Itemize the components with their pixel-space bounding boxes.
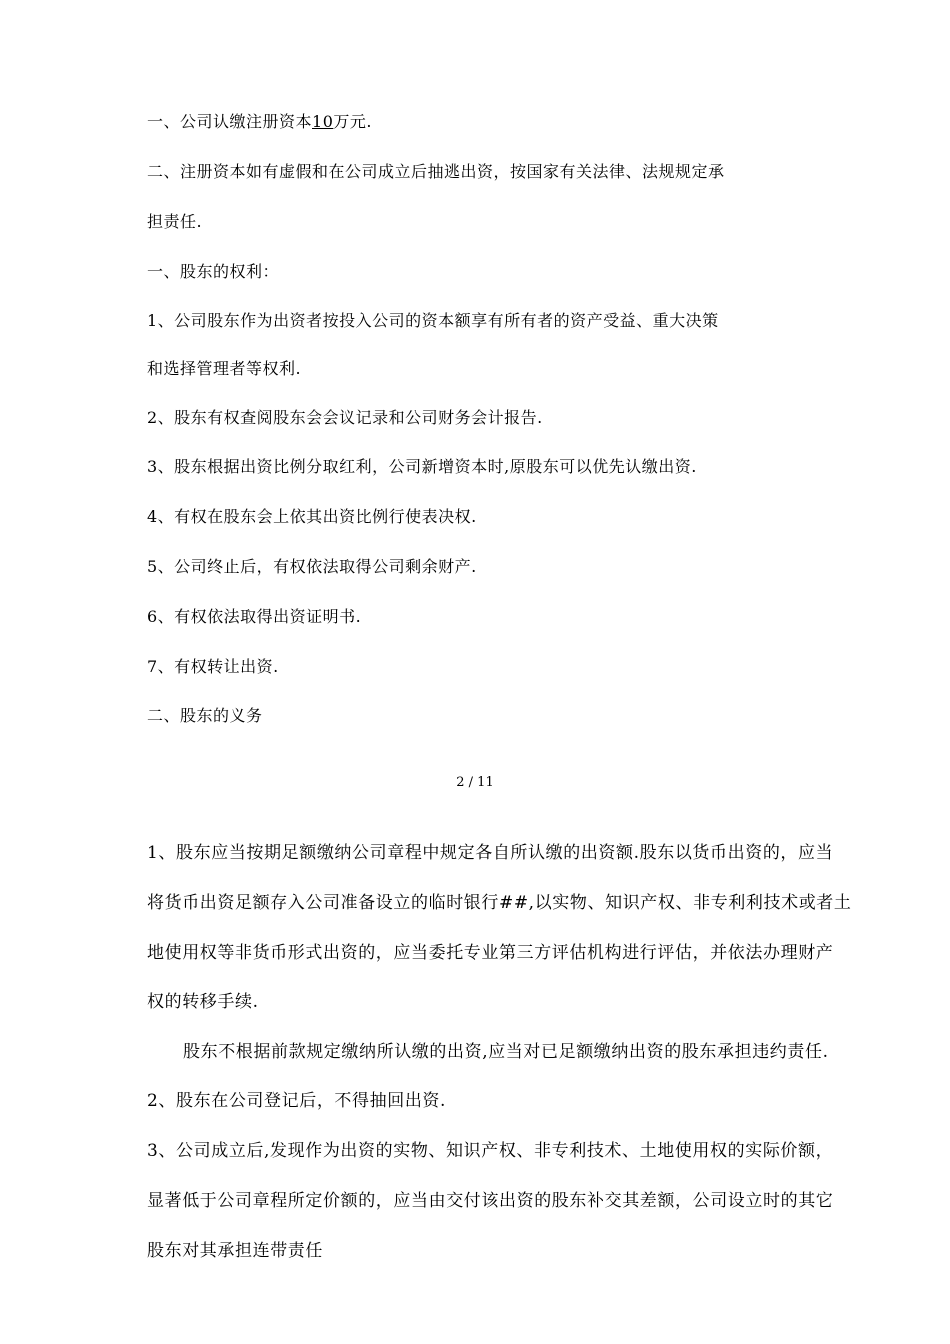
duties-item-2: 2、股东在公司登记后，不得抽回出资.: [147, 1091, 447, 1111]
duties-item-3-line-1: 3、公司成立后,发现作为出资的实物、知识产权、非专利技术、土地使用权的实际价额，: [147, 1141, 834, 1161]
duties-paragraph-penalty: 股东不根据前款规定缴纳所认缴的出资,应当对已足额缴纳出资的股东承担违约责任.: [183, 1042, 829, 1062]
capital-amount: 10: [312, 112, 334, 131]
duties-item-3-line-2: 显著低于公司章程所定价额的，应当由交付该出资的股东补交其差额，公司设立时的其它: [147, 1191, 834, 1211]
rights-item-1: 1、公司股东作为出资者按投入公司的资本额享有所有者的资产受益、重大决策: [147, 311, 719, 330]
rights-item-4: 4、有权在股东会上依其出资比例行使表决权.: [147, 507, 477, 526]
capital-line-1-suffix: 万元.: [333, 112, 372, 131]
rights-heading: 一、股东的权利：: [147, 262, 280, 281]
rights-item-3: 3、股东根据出资比例分取红利，公司新增资本时,原股东可以优先认缴出资.: [147, 457, 697, 476]
rights-item-7: 7、有权转让出资.: [147, 657, 279, 676]
rights-item-1-cont: 和选择管理者等权利.: [147, 359, 302, 378]
rights-item-2: 2、股东有权查阅股东会会议记录和公司财务会计报告.: [147, 408, 543, 427]
rights-item-5: 5、公司终止后，有权依法取得公司剩余财产.: [147, 557, 477, 576]
duties-heading: 二、股东的义务: [147, 706, 263, 725]
capital-line-2: 二、注册资本如有虚假和在公司成立后抽逃出资，按国家有关法律、法规规定承: [147, 162, 725, 181]
duties-item-1-line-2: 将货币出资足额存入公司准备设立的临时银行##,以实物、知识产权、非专利利技术或者土: [147, 893, 852, 913]
duties-item-1-line-3: 地使用权等非货币形式出资的，应当委托专业第三方评估机构进行评估，并依法办理财产: [147, 943, 834, 963]
page-number: 2 / 11: [456, 775, 494, 790]
capital-line-1-prefix: 一、公司认缴注册资本: [147, 112, 313, 131]
rights-item-6: 6、有权依法取得出资证明书.: [147, 607, 362, 626]
capital-line-1: [147, 112, 372, 132]
capital-line-3: 担责任.: [147, 212, 203, 231]
duties-item-3-line-3: 股东对其承担连带责任: [147, 1241, 323, 1261]
duties-item-1-line-1: 1、股东应当按期足额缴纳公司章程中规定各自所认缴的出资额.股东以货币出资的，应当: [147, 843, 834, 863]
duties-item-1-line-4: 权的转移手续.: [147, 992, 259, 1012]
